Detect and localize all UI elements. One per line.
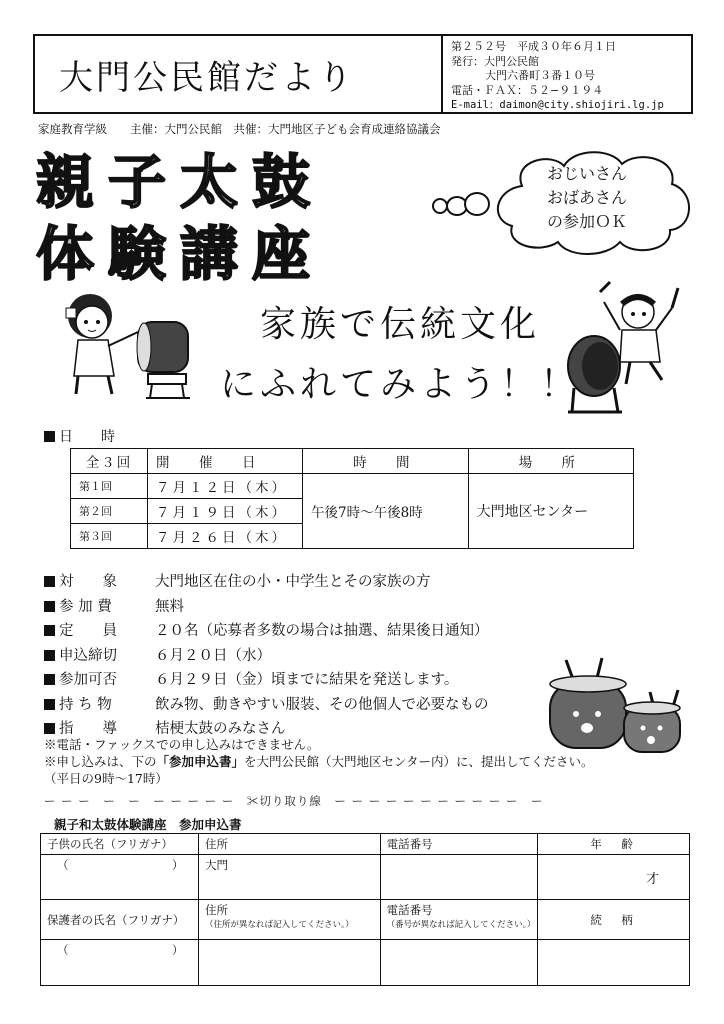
guardian-name-label: 保護者の氏名（フリガナ） bbox=[41, 900, 199, 940]
publisher-address: 大門六番町３番１０号 bbox=[485, 69, 595, 82]
publisher: 発行：大門公民館 bbox=[451, 54, 539, 68]
form-title: 親子和太鼓体験講座 参加申込書 bbox=[54, 817, 242, 832]
event-title bbox=[36, 146, 324, 290]
detail-label: 指 導 bbox=[59, 721, 117, 737]
session-label: 第１回 bbox=[71, 474, 148, 499]
event-title-line2: 体験講座 bbox=[36, 220, 325, 288]
guardian-address-label: 住所 bbox=[204, 903, 228, 917]
bullet-square-icon bbox=[44, 699, 55, 710]
detail-value: 飲み物、動きやすい服装、その他個人で必要なもの bbox=[155, 696, 489, 713]
table-header-row bbox=[71, 449, 634, 474]
detail-label: 対 象 bbox=[59, 574, 117, 590]
cloud-line3: の参加ＯＫ bbox=[546, 212, 627, 231]
note-submission-form-name: 「参加申込書」 bbox=[156, 754, 245, 769]
detail-label: 申込締切 bbox=[59, 647, 117, 664]
session-label: 第３回 bbox=[71, 524, 148, 549]
guardian-phone-cell bbox=[380, 900, 538, 940]
detail-value: 大門地区在住の小・中学生とその家族の方 bbox=[155, 574, 431, 590]
bullet-square-icon bbox=[44, 431, 55, 442]
session-time: 午後7時〜午後8時 bbox=[303, 474, 469, 549]
phone-label: 電話番号 bbox=[380, 834, 538, 855]
detail-row bbox=[44, 644, 489, 669]
detail-row bbox=[44, 619, 489, 644]
sponsor-line: 家庭教育学級 主催：大門公民館 共催：大門地区子ども会育成連絡協議会 bbox=[38, 122, 441, 136]
note-submission bbox=[44, 753, 594, 770]
detail-value: 桔梗太鼓のみなさん bbox=[155, 721, 286, 737]
event-title-line1: 親子太鼓 bbox=[36, 148, 325, 216]
thought-bubble-large bbox=[464, 192, 490, 216]
detail-label: 参加可否 bbox=[59, 672, 117, 688]
detail-label: 持 ち 物 bbox=[59, 696, 112, 713]
bullet-square-icon bbox=[44, 723, 55, 734]
session-place: 大門地区センター bbox=[468, 474, 633, 549]
email: E-mail：daimon@city.shiojiri.lg.jp bbox=[451, 99, 664, 111]
session-date: ７月１２日（木） bbox=[148, 474, 303, 499]
form-input-row bbox=[41, 855, 690, 900]
phone-field[interactable] bbox=[380, 855, 538, 900]
detail-value: ６月２９日（金）頃までに結果を発送します。 bbox=[155, 672, 459, 688]
issue-info bbox=[443, 34, 693, 114]
detail-label: 参 加 費 bbox=[59, 598, 112, 615]
detail-row bbox=[44, 595, 489, 620]
form-input-row bbox=[41, 940, 690, 986]
child-name-field[interactable]: （ ） bbox=[41, 855, 199, 900]
col-header-date: 開 催 日 bbox=[148, 449, 303, 474]
cut-line: ー ー ー ー ー ー ー ー ー ー ✂切り取り線 ー ー ー ー ー ー ー ー ー ー ー ー bbox=[44, 794, 544, 808]
cloud-message bbox=[512, 162, 662, 234]
detail-value: 無料 bbox=[155, 598, 184, 615]
cloud-line1: おじいさん bbox=[546, 164, 627, 183]
schedule-heading-label: 日 時 bbox=[59, 429, 115, 445]
detail-value: ６月２０日（水） bbox=[155, 647, 271, 664]
bullet-square-icon bbox=[44, 576, 55, 587]
slogan-line2: にふれてみよう！！ bbox=[219, 364, 580, 405]
slogan-line1: 家族で伝統文化 bbox=[259, 304, 540, 345]
bullet-square-icon bbox=[44, 625, 55, 636]
bullet-square-icon bbox=[44, 601, 55, 612]
newsletter-title: 大門公民館だより bbox=[33, 34, 443, 114]
col-header-place: 場 所 bbox=[468, 449, 633, 474]
col-header-count: 全３回 bbox=[71, 449, 148, 474]
cloud-line2: おばあさん bbox=[546, 188, 627, 207]
col-header-time: 時 間 bbox=[303, 449, 469, 474]
table-row bbox=[71, 474, 634, 499]
guardian-phone-field[interactable] bbox=[380, 940, 538, 986]
guardian-address-cell bbox=[198, 900, 380, 940]
note-submission-pre: ※申し込みは、下の bbox=[44, 754, 157, 769]
notes bbox=[44, 736, 594, 787]
guardian-address-field[interactable] bbox=[198, 940, 380, 986]
guardian-address-note: （住所が異なれば記入してください。） bbox=[204, 920, 354, 930]
note-submission-post: を大門公民館（大門地区センター内）に、提出してください。 bbox=[244, 754, 594, 769]
phone-fax: 電話・ＦＡＸ：５２−９１９４ bbox=[451, 83, 604, 97]
event-details bbox=[44, 570, 489, 742]
child-name-label: 子供の氏名（フリガナ） bbox=[41, 834, 199, 855]
schedule-table bbox=[70, 448, 634, 549]
session-label: 第２回 bbox=[71, 499, 148, 524]
guardian-name-field[interactable]: （ ） bbox=[41, 940, 199, 986]
session-date: ７月２６日（木） bbox=[148, 524, 303, 549]
guardian-phone-label: 電話番号 bbox=[386, 903, 433, 917]
schedule-heading bbox=[44, 426, 115, 446]
address-field[interactable]: 大門 bbox=[198, 855, 380, 900]
form-header-row bbox=[41, 900, 690, 940]
session-date: ７月１９日（木） bbox=[148, 499, 303, 524]
address-label: 住所 bbox=[198, 834, 380, 855]
bullet-square-icon bbox=[44, 650, 55, 661]
issue-number: 第２５２号 平成３０年６月１日 bbox=[451, 40, 616, 53]
guardian-phone-note: （番号が異なれば記入してください。） bbox=[386, 920, 536, 930]
relation-label: 続 柄 bbox=[538, 900, 690, 940]
girl-drummer-illustration bbox=[52, 288, 202, 403]
detail-row bbox=[44, 693, 489, 718]
age-label: 年 齢 bbox=[538, 834, 690, 855]
note-hours: （平日の9時〜17時） bbox=[44, 771, 168, 786]
relation-field[interactable] bbox=[538, 940, 690, 986]
form-header-row bbox=[41, 834, 690, 855]
bullet-square-icon bbox=[44, 674, 55, 685]
note-no-phone: ※電話・ファックスでの申し込みはできません。 bbox=[44, 737, 320, 752]
detail-row bbox=[44, 570, 489, 595]
detail-row bbox=[44, 668, 489, 693]
detail-label: 定 員 bbox=[59, 623, 117, 639]
application-form bbox=[40, 833, 690, 986]
age-field[interactable]: 才 bbox=[538, 855, 690, 900]
detail-value: ２０名（応募者多数の場合は抽選、結果後日通知） bbox=[155, 623, 489, 639]
